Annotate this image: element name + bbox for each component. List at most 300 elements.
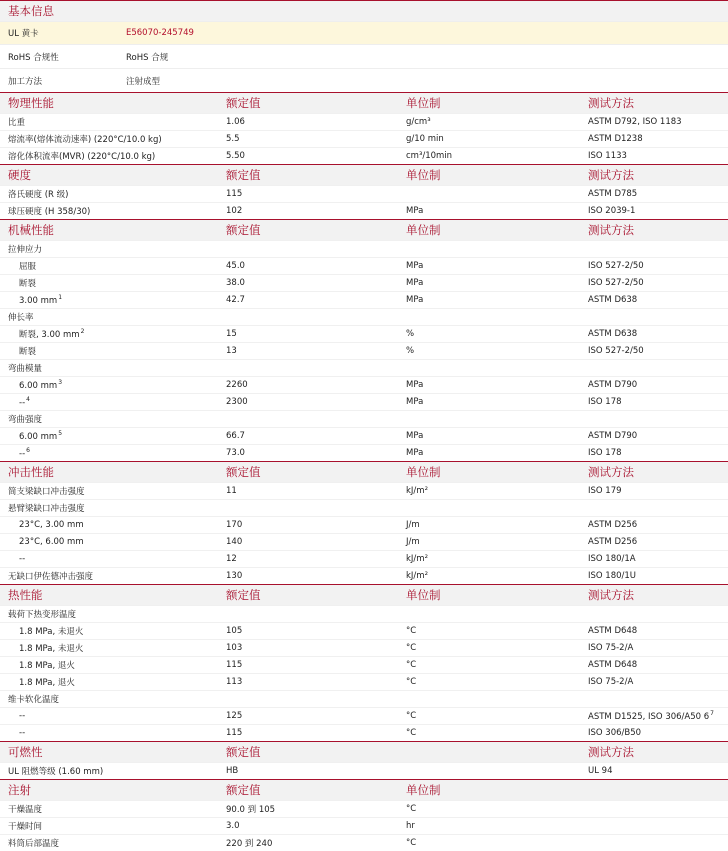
value [226,189,406,199]
property-name: 3.00 mm [19,296,58,306]
unit-text: % [406,329,415,339]
footnote-marker: 3 [58,379,63,386]
unit-text: °C [406,711,417,721]
ul-yellow-card-row [0,21,728,44]
unit-text: °C [406,660,417,670]
section-title: 物理性能 [8,96,54,110]
property-name: 球压硬度 (H 358/30) [8,207,91,217]
property-name-cell [0,676,226,688]
property-name-cell [0,447,226,459]
property-name-cell [0,205,226,217]
column-header: 额定值 [226,465,261,479]
unit [406,571,588,581]
column-header: 测试方法 [588,588,634,602]
test-method [588,346,728,356]
value-text: 11 [226,486,237,496]
property-name: 载荷下热变形温度 [8,610,77,620]
section-title: 冲击性能 [8,465,54,479]
property-name-cell [0,311,226,323]
unit-text: g/cm³ [406,117,431,127]
property-name-cell [0,260,226,272]
footnote-marker: 7 [710,710,714,717]
property-name: 比重 [8,118,26,128]
test-method-text: ASTM D638 [588,329,638,339]
property-name: UL 阻燃等级 (1.60 mm) [8,767,104,777]
property-name: 溶化体积流率(MVR) (220°C/10.0 kg) [8,152,156,162]
test-method [588,295,728,305]
value [226,278,406,288]
property-name: 弯曲强度 [8,415,43,425]
info-label: 加工方法 [8,76,43,87]
property-name: 1.8 MPa, 退火 [19,678,75,688]
property-name: 熔流率(熔体流动速率) (220°C/10.0 kg) [8,135,162,145]
unit [406,821,588,831]
property-name-cell [0,150,226,162]
unit [406,295,588,305]
property-name: 拉伸应力 [8,245,43,255]
column-header: 单位制 [406,783,441,797]
property-name-cell [0,608,226,620]
test-method [588,189,728,199]
test-method-text: ASTM D256 [588,520,638,530]
value [226,728,406,738]
property-name-cell [0,379,226,391]
unit-text: g/10 min [406,134,444,144]
value-text: 220 到 240 [226,839,273,849]
property-name-cell [0,659,226,671]
property-row [0,130,728,147]
property-name-cell [0,820,226,832]
property-name: -- [19,449,26,459]
property-row [0,376,728,393]
property-row [0,817,728,834]
test-method-text: ASTM D648 [588,660,638,670]
section-title: 可燃性 [8,745,43,759]
unit [406,728,588,738]
property-name: 断裂, 3.00 mm [19,330,80,340]
section-header [0,584,728,605]
property-name-cell [0,188,226,200]
test-method [588,329,728,339]
property-row [0,274,728,291]
property-row [0,147,728,164]
unit-text: kJ/m² [406,486,428,496]
test-method [588,380,728,390]
unit-text: J/m [406,537,420,547]
column-header: 单位制 [406,96,441,110]
value [226,134,406,144]
unit-text: MPa [406,206,424,216]
test-method [588,537,728,547]
section-header [0,779,728,800]
property-row [0,202,728,219]
property-row [0,240,728,257]
value [226,261,406,271]
test-method [588,486,728,496]
property-row [0,724,728,741]
value-text: 115 [226,189,243,199]
property-name-cell [0,765,226,777]
property-name: -- [19,554,26,564]
unit [406,380,588,390]
test-method-text: ISO 180/1U [588,571,637,581]
property-row [0,639,728,656]
property-name-cell [0,328,226,340]
value-text: 105 [226,626,243,636]
test-method-text: ISO 178 [588,448,622,458]
unit-text: hr [406,821,415,831]
property-row [0,499,728,516]
property-name: 6.00 mm [19,381,58,391]
footnote-marker: 6 [26,447,30,454]
unit-text: °C [406,626,417,636]
test-method-text: ASTM D785 [588,189,638,199]
test-method-text: UL 94 [588,766,613,776]
test-method [588,626,728,636]
test-method-text: ISO 527-2/50 [588,278,644,288]
unit [406,677,588,687]
test-method [588,206,728,216]
section-title: 硬度 [8,168,31,182]
value-text: 12 [226,554,237,564]
info-value: 注射成型 [126,76,161,87]
footnote-marker: 2 [80,328,85,335]
unit [406,660,588,670]
property-name-cell [0,537,226,547]
value [226,431,406,441]
property-name-cell [0,362,226,374]
info-value: RoHS 合规 [126,52,169,63]
value [226,380,406,390]
value-text: 115 [226,660,243,670]
basic-info-header [0,0,728,21]
property-name: 断裂 [19,279,37,289]
test-method-text: ISO 180/1A [588,554,636,564]
unit-text: % [406,346,415,356]
property-name-cell [0,570,226,582]
test-method [588,766,728,776]
property-row [0,707,728,724]
property-row [0,800,728,817]
property-name-cell [0,837,226,849]
column-header: 测试方法 [588,223,634,237]
property-name: 洛氏硬度 (R 级) [8,190,69,200]
property-name-cell [0,116,226,128]
unit-text: °C [406,643,417,653]
unit [406,151,588,161]
property-name-cell [0,803,226,815]
column-header: 测试方法 [588,96,634,110]
unit-text: °C [406,838,417,848]
property-name-cell [0,728,226,738]
property-name-cell [0,243,226,255]
value [226,626,406,636]
unit [406,206,588,216]
value [226,837,406,849]
test-method-text: ISO 306/B50 [588,728,642,738]
property-name: 伸长率 [8,313,34,323]
unit-text: °C [406,728,417,738]
value [226,295,406,305]
property-row [0,550,728,567]
test-method [588,677,728,687]
property-row [0,257,728,274]
value [226,329,406,339]
property-row [0,185,728,202]
property-name-cell [0,277,226,289]
value-text: 1.06 [226,117,245,127]
value-text: 42.7 [226,295,245,305]
value-text: 90.0 到 105 [226,805,276,815]
value-text: HB [226,766,239,776]
value [226,117,406,127]
rohs-row [0,44,728,68]
test-method [588,261,728,271]
property-row [0,444,728,461]
unit-text: °C [406,804,417,814]
property-name: 干燥温度 [8,805,43,815]
value-text: 113 [226,677,243,687]
value [226,520,406,530]
unit-text: MPa [406,261,424,271]
unit [406,711,588,721]
value [226,711,406,721]
property-name: 23°C, 6.00 mm [19,537,84,547]
unit [406,448,588,458]
value [226,821,406,831]
test-method-text: ASTM D1525, ISO 306/A50 6 [588,712,710,722]
test-method-text: ISO 527-2/50 [588,261,644,271]
column-header: 额定值 [226,745,261,759]
value [226,448,406,458]
test-method-text: ASTM D1238 [588,134,643,144]
value [226,643,406,653]
value-text: 140 [226,537,243,547]
column-header: 单位制 [406,588,441,602]
value-text: 5.5 [226,134,240,144]
property-name-cell [0,693,226,705]
value [226,554,406,564]
property-name: 无缺口伊佐德冲击强度 [8,572,94,582]
basic-info-title: 基本信息 [8,4,54,18]
property-name: 1.8 MPa, 未退火 [19,644,84,654]
value [226,151,406,161]
property-name-cell [0,485,226,497]
unit [406,329,588,339]
test-method [588,431,728,441]
value-text: 2300 [226,397,248,407]
unit-text: MPa [406,397,424,407]
column-header: 额定值 [226,96,261,110]
property-row [0,622,728,639]
property-row [0,325,728,342]
value-text: 45.0 [226,261,245,271]
property-name: 屈服 [19,262,37,272]
property-name-cell [0,345,226,357]
unit [406,134,588,144]
column-header: 单位制 [406,168,441,182]
property-row [0,533,728,550]
property-row [0,359,728,376]
unit [406,278,588,288]
test-method-text: ISO 2039-1 [588,206,636,216]
unit-text: kJ/m² [406,554,428,564]
unit-text: J/m [406,520,420,530]
property-row [0,567,728,584]
unit-text: MPa [406,278,424,288]
unit-text: °C [406,677,417,687]
unit-text: cm³/10min [406,151,453,161]
unit [406,554,588,564]
section-header [0,164,728,185]
unit-text: MPa [406,295,424,305]
unit [406,397,588,407]
property-name: 弯曲模量 [8,364,43,374]
column-header: 测试方法 [588,168,634,182]
test-method-text: ISO 179 [588,486,622,496]
value-text: 130 [226,571,243,581]
property-row [0,410,728,427]
test-method [588,117,728,127]
column-header: 测试方法 [588,465,634,479]
property-row [0,482,728,499]
unit-text: MPa [406,431,424,441]
property-row [0,113,728,130]
property-row [0,834,728,851]
section-header [0,219,728,240]
property-name: -- [19,398,26,408]
value-text: 102 [226,206,243,216]
section-header [0,92,728,113]
property-name-cell [0,711,226,721]
ul-card-link[interactable]: E56070-245749 [126,28,194,38]
property-name: -- [19,728,26,738]
unit [406,626,588,636]
property-name: 1.8 MPa, 未退火 [19,627,84,637]
test-method-text: ISO 75-2/A [588,677,634,687]
value [226,660,406,670]
column-header: 额定值 [226,783,261,797]
unit [406,261,588,271]
column-header: 额定值 [226,588,261,602]
test-method [588,520,728,530]
column-header: 额定值 [226,223,261,237]
property-row [0,762,728,779]
section-title: 注射 [8,783,31,797]
test-method [588,554,728,564]
unit-text: kJ/m² [406,571,428,581]
property-row [0,342,728,359]
value-text: 73.0 [226,448,245,458]
unit [406,838,588,848]
test-method [588,151,728,161]
property-row [0,393,728,410]
property-row [0,656,728,673]
value-text: 103 [226,643,243,653]
property-name-cell [0,396,226,408]
section-header [0,461,728,482]
test-method-text: ASTM D638 [588,295,638,305]
property-name: -- [19,711,26,721]
property-name-cell [0,502,226,514]
unit-text: MPa [406,380,424,390]
test-method [588,278,728,288]
section-title: 热性能 [8,588,43,602]
unit [406,804,588,814]
property-row [0,291,728,308]
footnote-marker: 1 [58,294,63,301]
test-method-text: ASTM D790 [588,431,638,441]
test-method [588,660,728,670]
value [226,486,406,496]
unit [406,537,588,547]
test-method [588,397,728,407]
property-name: 1.8 MPa, 退火 [19,661,75,671]
property-name-cell [0,133,226,145]
value-text: 125 [226,711,243,721]
property-name: 23°C, 3.00 mm [19,520,84,530]
property-name-cell [0,554,226,564]
value [226,766,406,776]
unit [406,346,588,356]
column-header: 单位制 [406,465,441,479]
info-label: RoHS 合规性 [8,52,59,63]
section-header [0,741,728,762]
unit [406,520,588,530]
section-title: 机械性能 [8,223,54,237]
property-row [0,673,728,690]
property-name: 维卡软化温度 [8,695,60,705]
column-header: 单位制 [406,223,441,237]
value-text: 38.0 [226,278,245,288]
unit [406,431,588,441]
property-name-cell [0,430,226,442]
value [226,537,406,547]
property-name-cell [0,294,226,306]
test-method [588,710,728,722]
value-text: 2260 [226,380,248,390]
test-method [588,448,728,458]
property-row [0,427,728,444]
property-row [0,690,728,707]
value-text: 66.7 [226,431,245,441]
processing-method-row [0,68,728,92]
property-name-cell [0,520,226,530]
test-method-text: ISO 1133 [588,151,627,161]
property-name: 断裂 [19,347,37,357]
property-row [0,605,728,622]
value-text: 13 [226,346,237,356]
value [226,677,406,687]
test-method-text: ISO 178 [588,397,622,407]
footnote-marker: 5 [58,430,63,437]
test-method [588,134,728,144]
test-method-text: ASTM D256 [588,537,638,547]
test-method-text: ASTM D790 [588,380,638,390]
test-method-text: ISO 527-2/50 [588,346,644,356]
value-text: 3.0 [226,821,240,831]
test-method [588,728,728,738]
test-method [588,571,728,581]
property-name: 干燥时间 [8,822,43,832]
unit-text: MPa [406,448,424,458]
info-label: UL 黄卡 [8,29,39,39]
unit [406,117,588,127]
unit [406,643,588,653]
property-name: 简支梁缺口冲击强度 [8,487,85,497]
property-name-cell [0,625,226,637]
property-name: 料筒后部温度 [8,839,60,849]
